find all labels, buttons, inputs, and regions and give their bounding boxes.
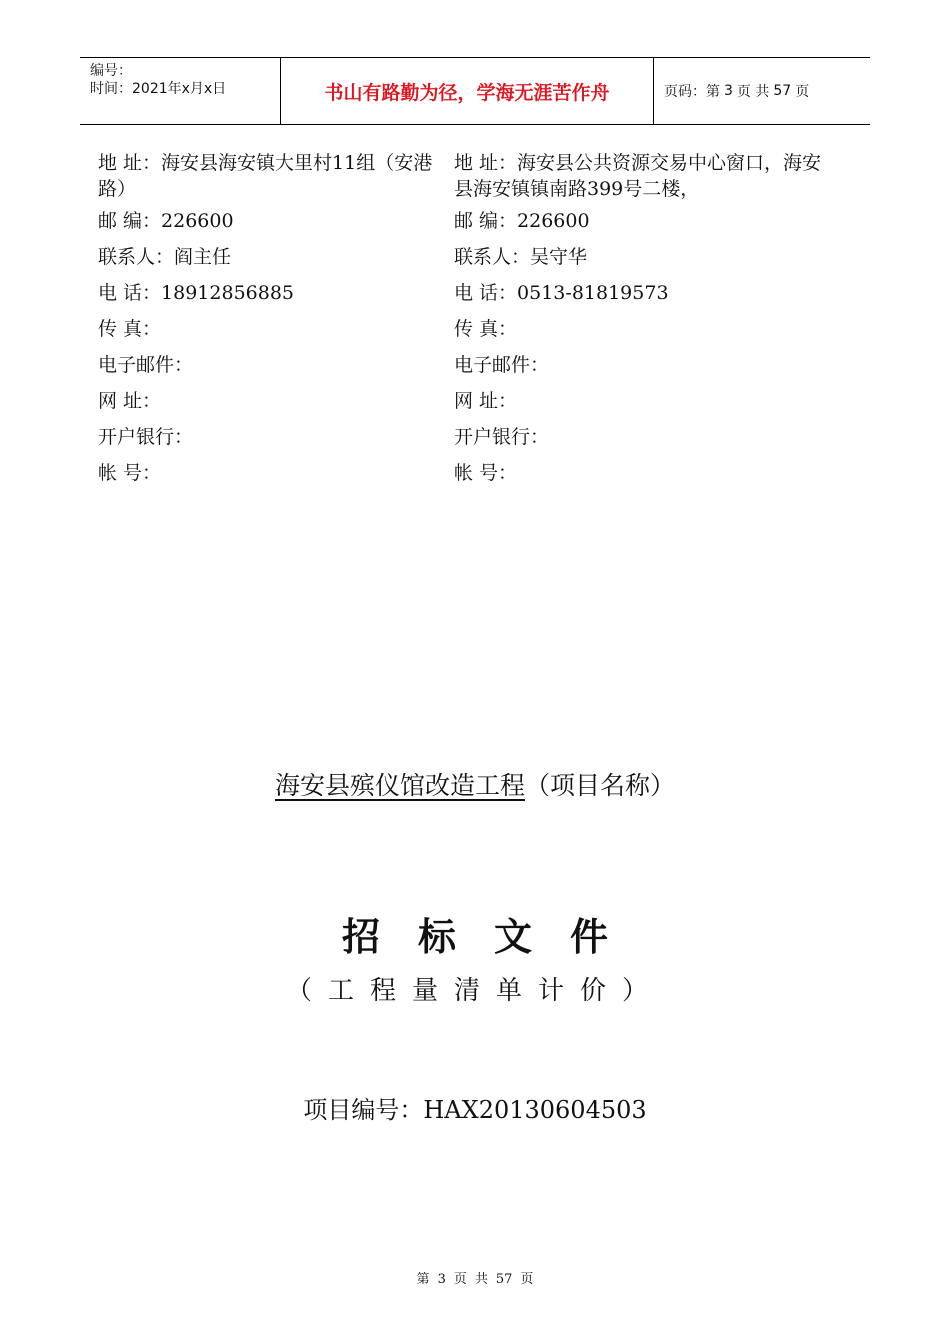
header-motto: 书山有路勤为径，学海无涯苦作舟 xyxy=(281,58,654,124)
left-email-label: 电子邮件： xyxy=(98,354,194,376)
right-postcode-row xyxy=(454,208,839,234)
page-footer xyxy=(0,1268,950,1287)
page-prefix: 页码：第 xyxy=(664,84,720,100)
footer-page-number: 3 xyxy=(437,1272,446,1287)
document-title: 招标文件 xyxy=(341,915,646,959)
left-web-row xyxy=(98,388,443,414)
left-account-row xyxy=(98,460,443,486)
right-bank-row xyxy=(454,424,839,450)
left-fax-row xyxy=(98,316,443,342)
right-postcode: 226600 xyxy=(517,210,590,232)
right-web-label: 网 址： xyxy=(454,390,518,412)
right-contact: 吴守华 xyxy=(530,246,588,268)
left-phone-label: 电 话： xyxy=(98,282,162,304)
project-number-label: 项目编号： xyxy=(303,1096,424,1124)
project-name: 海安县殡仪馆改造工程 xyxy=(274,771,525,800)
right-web-row xyxy=(454,388,839,414)
left-contact-label: 联系人： xyxy=(98,246,175,268)
left-phone-row xyxy=(98,280,443,306)
right-contact-label: 联系人： xyxy=(454,246,531,268)
page-header xyxy=(80,57,870,125)
right-account-row xyxy=(454,460,839,486)
page-mid: 页 共 xyxy=(736,84,770,100)
footer-c: 共 xyxy=(474,1272,488,1287)
left-fax-label: 传 真： xyxy=(98,318,162,340)
left-phone: 18912856885 xyxy=(161,282,295,304)
right-fax-row xyxy=(454,316,839,342)
contact-left-column xyxy=(98,150,443,496)
left-contact-row xyxy=(98,244,443,270)
right-postcode-label: 邮 编： xyxy=(454,210,518,232)
number-label: 编号： xyxy=(90,63,132,79)
left-address-row xyxy=(98,150,443,202)
left-postcode: 226600 xyxy=(161,210,234,232)
contact-right-column xyxy=(454,150,839,496)
right-fax-label: 传 真： xyxy=(454,318,518,340)
left-account-label: 帐 号： xyxy=(98,462,162,484)
right-bank-label: 开户银行： xyxy=(454,426,550,448)
project-number-value: HAX20130604503 xyxy=(423,1096,647,1124)
document-subtitle: （工程量清单计价） xyxy=(285,976,664,1006)
footer-d: 页 xyxy=(520,1272,534,1287)
page-total: 57 xyxy=(773,83,792,99)
right-phone: 0513-81819573 xyxy=(517,282,669,304)
project-number xyxy=(0,1090,950,1125)
right-email-label: 电子邮件： xyxy=(454,354,550,376)
header-page-info xyxy=(654,58,870,124)
right-phone-row xyxy=(454,280,839,306)
page-number: 3 xyxy=(724,83,733,99)
left-web-label: 网 址： xyxy=(98,390,162,412)
footer-a: 第 xyxy=(416,1272,430,1287)
left-postcode-row xyxy=(98,208,443,234)
page-suffix: 页 xyxy=(795,84,810,100)
left-bank-label: 开户银行： xyxy=(98,426,194,448)
right-address: 海安县公共资源交易中心窗口，海安县海安镇镇南路399号二楼， xyxy=(454,152,822,200)
left-postcode-label: 邮 编： xyxy=(98,210,162,232)
right-address-label: 地 址： xyxy=(454,152,518,174)
right-contact-row xyxy=(454,244,839,270)
left-bank-row xyxy=(98,424,443,450)
right-phone-label: 电 话： xyxy=(454,282,518,304)
left-address-label: 地 址： xyxy=(98,152,162,174)
right-email-row xyxy=(454,352,839,378)
right-address-row xyxy=(454,150,839,202)
project-title xyxy=(0,766,950,802)
project-name-suffix: （项目名称） xyxy=(525,771,676,800)
right-account-label: 帐 号： xyxy=(454,462,518,484)
left-email-row xyxy=(98,352,443,378)
header-meta xyxy=(80,58,281,124)
left-contact: 阎主任 xyxy=(174,246,232,268)
time-text: 时间：2021年x月x日 xyxy=(90,81,227,97)
footer-b: 页 xyxy=(453,1272,467,1287)
footer-total: 57 xyxy=(495,1272,513,1287)
left-address: 海安县海安镇大里村11组（安港路） xyxy=(98,152,433,200)
